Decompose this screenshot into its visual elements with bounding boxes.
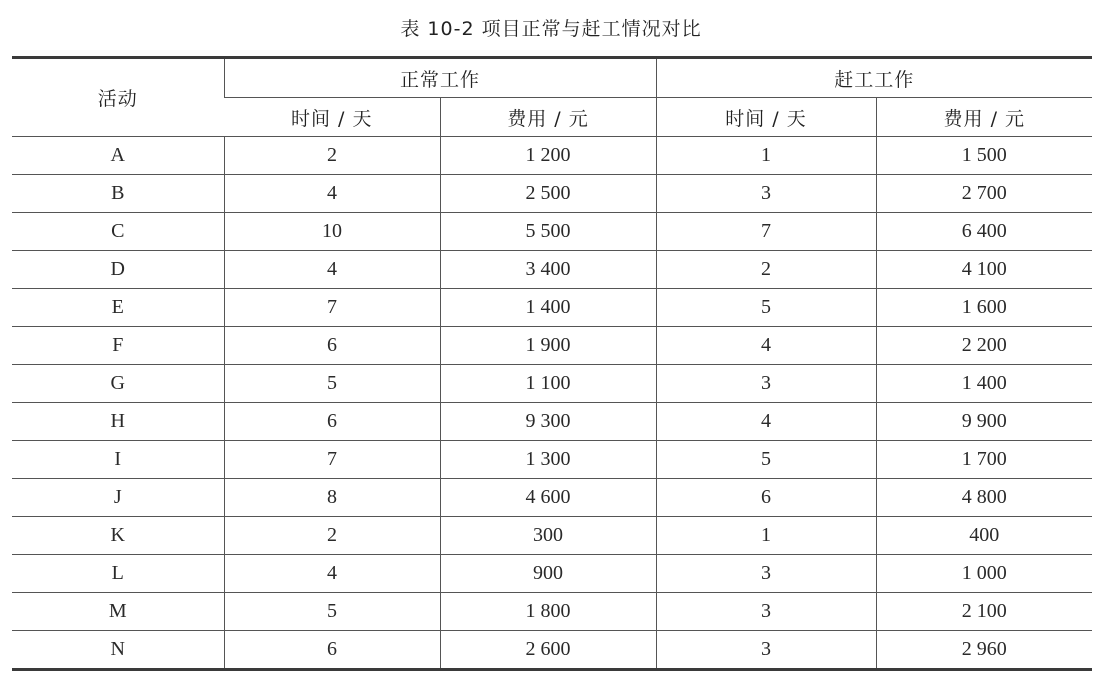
table-row <box>12 593 1092 631</box>
crash-time-cell: 6 <box>656 479 876 517</box>
header-row-groups <box>12 58 1092 98</box>
table-row <box>12 479 1092 517</box>
activity-cell: J <box>12 479 224 517</box>
normal-time-cell: 4 <box>224 175 440 213</box>
table-body <box>12 137 1092 670</box>
activity-cell: L <box>12 555 224 593</box>
table-row <box>12 289 1092 327</box>
crash-cost-cell: 6 400 <box>876 213 1092 251</box>
table-row <box>12 555 1092 593</box>
crash-cost-cell: 1 600 <box>876 289 1092 327</box>
activity-cell: K <box>12 517 224 555</box>
crash-work-header: 赶工工作 <box>656 58 1092 98</box>
crash-cost-cell: 2 700 <box>876 175 1092 213</box>
table-row <box>12 175 1092 213</box>
normal-cost-cell: 3 400 <box>440 251 656 289</box>
crash-cost-cell: 1 500 <box>876 137 1092 175</box>
activity-cell: F <box>12 327 224 365</box>
table-row <box>12 365 1092 403</box>
activity-cell: G <box>12 365 224 403</box>
normal-time-cell: 7 <box>224 289 440 327</box>
crash-cost-header: 费用 / 元 <box>876 98 1092 137</box>
normal-time-header: 时间 / 天 <box>224 98 440 137</box>
table-row <box>12 137 1092 175</box>
normal-time-cell: 6 <box>224 327 440 365</box>
normal-time-cell: 5 <box>224 365 440 403</box>
normal-time-cell: 4 <box>224 555 440 593</box>
normal-time-cell: 7 <box>224 441 440 479</box>
normal-cost-cell: 1 800 <box>440 593 656 631</box>
normal-time-cell: 5 <box>224 593 440 631</box>
activity-cell: M <box>12 593 224 631</box>
normal-cost-cell: 1 300 <box>440 441 656 479</box>
normal-cost-cell: 1 200 <box>440 137 656 175</box>
crash-time-cell: 3 <box>656 175 876 213</box>
normal-cost-cell: 2 600 <box>440 631 656 670</box>
crash-time-cell: 4 <box>656 403 876 441</box>
crash-cost-cell: 1 000 <box>876 555 1092 593</box>
activity-cell: N <box>12 631 224 670</box>
activity-cell: B <box>12 175 224 213</box>
crash-cost-cell: 400 <box>876 517 1092 555</box>
crash-cost-cell: 1 700 <box>876 441 1092 479</box>
normal-cost-cell: 4 600 <box>440 479 656 517</box>
crash-time-cell: 2 <box>656 251 876 289</box>
normal-time-cell: 6 <box>224 631 440 670</box>
crash-time-cell: 5 <box>656 441 876 479</box>
activity-cell: E <box>12 289 224 327</box>
activity-cell: C <box>12 213 224 251</box>
normal-cost-cell: 9 300 <box>440 403 656 441</box>
normal-cost-cell: 1 100 <box>440 365 656 403</box>
crash-time-cell: 3 <box>656 555 876 593</box>
crash-time-cell: 7 <box>656 213 876 251</box>
table-caption: 表 10-2 项目正常与赶工情况对比 <box>400 18 702 40</box>
table-row <box>12 327 1092 365</box>
table-row <box>12 213 1092 251</box>
crash-time-cell: 5 <box>656 289 876 327</box>
normal-work-header: 正常工作 <box>224 58 656 98</box>
normal-time-cell: 6 <box>224 403 440 441</box>
crash-cost-cell: 2 960 <box>876 631 1092 670</box>
normal-time-cell: 8 <box>224 479 440 517</box>
crash-cost-cell: 2 200 <box>876 327 1092 365</box>
crash-time-cell: 1 <box>656 137 876 175</box>
activity-cell: D <box>12 251 224 289</box>
normal-time-cell: 2 <box>224 137 440 175</box>
crash-time-cell: 1 <box>656 517 876 555</box>
table-row <box>12 403 1092 441</box>
table-row <box>12 251 1092 289</box>
activity-cell: H <box>12 403 224 441</box>
crash-cost-cell: 4 100 <box>876 251 1092 289</box>
crash-cost-cell: 1 400 <box>876 365 1092 403</box>
crash-time-cell: 3 <box>656 365 876 403</box>
crash-cost-cell: 4 800 <box>876 479 1092 517</box>
normal-cost-cell: 2 500 <box>440 175 656 213</box>
table-row <box>12 517 1092 555</box>
table-row <box>12 441 1092 479</box>
activity-header: 活动 <box>12 58 224 137</box>
crash-time-cell: 3 <box>656 631 876 670</box>
normal-cost-cell: 5 500 <box>440 213 656 251</box>
normal-time-cell: 10 <box>224 213 440 251</box>
normal-cost-cell: 300 <box>440 517 656 555</box>
table-row <box>12 631 1092 670</box>
normal-cost-header: 费用 / 元 <box>440 98 656 137</box>
normal-cost-cell: 1 400 <box>440 289 656 327</box>
normal-time-cell: 2 <box>224 517 440 555</box>
activity-cell: I <box>12 441 224 479</box>
normal-time-cell: 4 <box>224 251 440 289</box>
crash-time-header: 时间 / 天 <box>656 98 876 137</box>
activity-cell: A <box>12 137 224 175</box>
normal-cost-cell: 1 900 <box>440 327 656 365</box>
crash-cost-cell: 2 100 <box>876 593 1092 631</box>
crash-time-cell: 3 <box>656 593 876 631</box>
project-comparison-table <box>12 56 1092 671</box>
crash-cost-cell: 9 900 <box>876 403 1092 441</box>
crash-time-cell: 4 <box>656 327 876 365</box>
normal-cost-cell: 900 <box>440 555 656 593</box>
